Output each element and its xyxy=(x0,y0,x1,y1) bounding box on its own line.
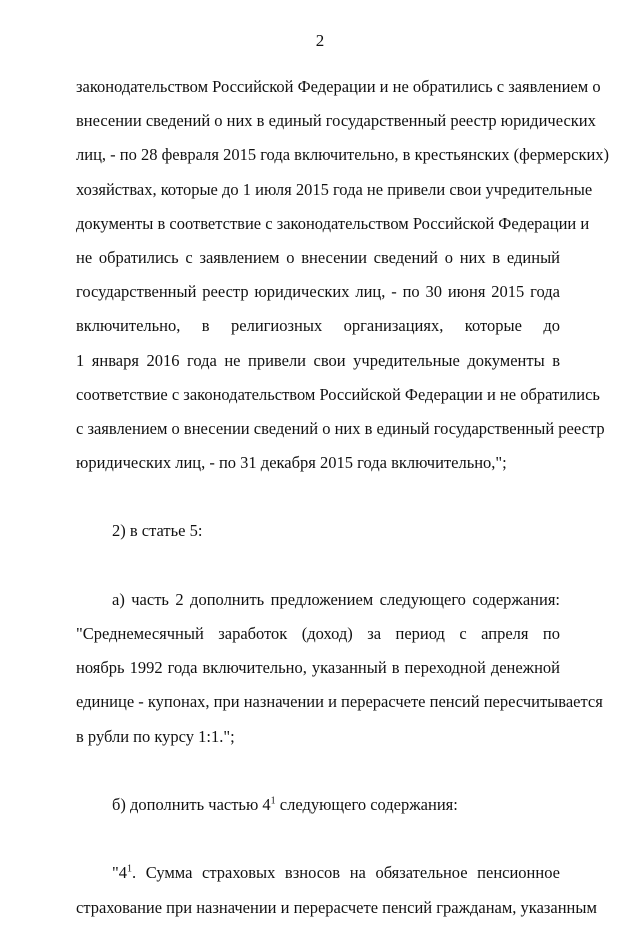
text-line: государственный реестр юридических лиц, - по 30 июня 2015 года xyxy=(76,282,560,302)
item-heading: 2) в статье 5: xyxy=(112,521,203,541)
text-line: с заявлением о внесении сведений о них в единый государственный реестр xyxy=(76,418,605,438)
text-line: законодательством Российской Федерации и не обратились с заявлением о xyxy=(76,77,601,96)
text-line: лиц, - по 28 февраля 2015 года включительно, в крестьянских (фермерских) xyxy=(76,145,610,165)
text-line: хозяйствах, которые до 1 июля 2015 года не привели свои учредительные xyxy=(76,179,593,199)
quote-line: "Среднемесячный заработок (доход) за период с апреля по xyxy=(76,624,560,643)
document-body xyxy=(76,70,610,925)
subitem-text: б) дополнить частью 4 xyxy=(112,794,271,814)
subitem-text-tail: следующего содержания: xyxy=(275,794,458,814)
quote-line: страхование при назначении и перерасчете пенсий гражданам, указанным xyxy=(76,897,597,917)
superscript: 1 xyxy=(270,795,276,807)
text-line: не обратились с заявлением о внесении сведений о них в единый xyxy=(76,247,560,267)
text-line: юридических лиц, - по 31 декабря 2015 года включительно,"; xyxy=(76,453,507,473)
quote-text: . Сумма страховых взносов на обязательное пенсионное xyxy=(132,863,560,883)
quote-line: в рубли по курсу 1:1."; xyxy=(76,726,235,746)
subitem-line: а) часть 2 дополнить предложением следующего содержания: xyxy=(112,589,560,609)
text-line: документы в соответствие с законодательством Российской Федерации и xyxy=(76,213,590,233)
quote-prefix: "4 xyxy=(112,863,127,883)
quote-line: ноябрь 1992 года включительно, указанный в переходной денежной xyxy=(76,658,560,678)
quote-line: единице - купонах, при назначении и перерасчете пенсий пересчитывается xyxy=(76,692,603,712)
text-line: внесении сведений о них в единый государственный реестр юридических xyxy=(76,111,596,131)
page-number: 2 xyxy=(315,31,325,50)
superscript: 1 xyxy=(127,863,132,875)
text-line: 1 января 2016 года не привели свои учредительные документы в xyxy=(76,350,560,370)
subitem-line xyxy=(76,788,560,822)
text-line: включительно, в религиозных организациях, которые до xyxy=(76,316,560,336)
text-line: соответствие с законодательством Российской Федерации и не обратились xyxy=(76,384,600,404)
quote-line xyxy=(76,856,560,890)
